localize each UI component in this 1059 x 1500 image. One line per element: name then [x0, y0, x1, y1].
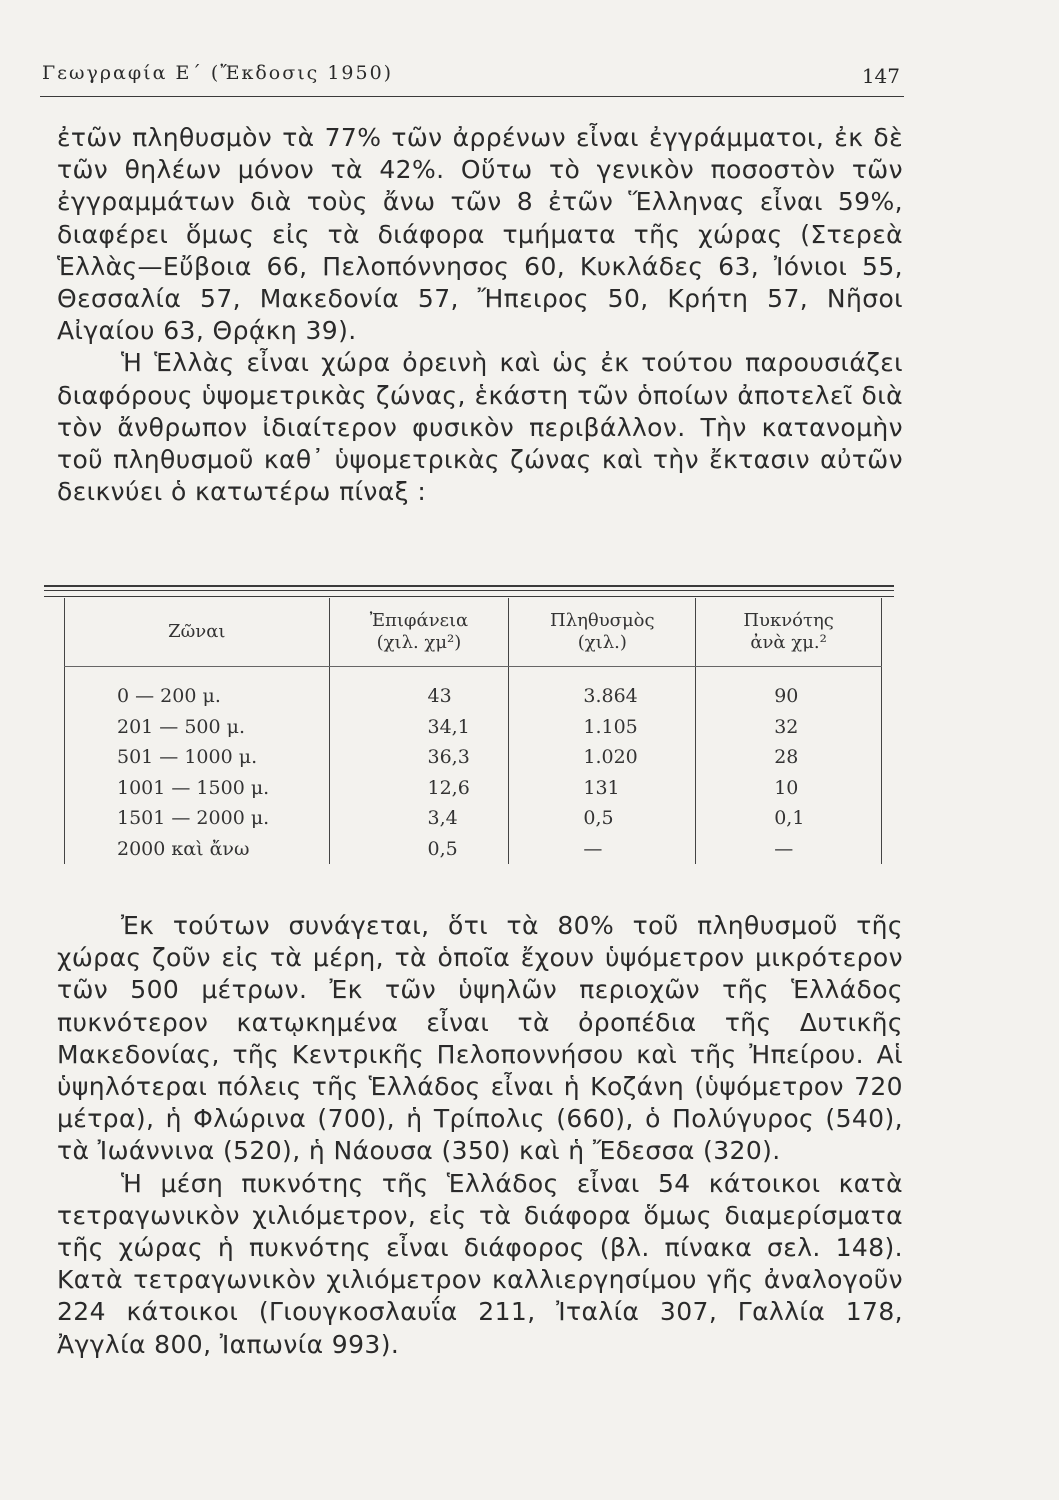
cell-area: 34,1 — [329, 712, 509, 743]
cell-population: 0,5 — [509, 803, 696, 834]
col-header-density: Πυκνότης ἀνὰ χμ.² — [696, 598, 882, 667]
cell-density: 28 — [696, 742, 882, 773]
table-top-rule-thin — [44, 596, 894, 597]
paragraph-population-density: Ἡ μέση πυκνότης τῆς Ἑλλάδος εἶναι 54 κάτοικοι κατὰ τετραγωνικὸν χιλιόμετρον, εἰς τὰ διάφορα ὅμως διαμερίσματα τῆς χώρας ἡ πυκνότης εἶναι διάφορος (βλ. πίνακα σελ. 148). Κατὰ τετραγωνικὸν χιλιόμετρον καλλιεργησίμου γῆς ἀναλογοῦν 224 κάτοικοι (Γιουγκοσλαυΐα 211, Ἰταλία 307, Γαλλία 178, Ἀγγλία 800, Ἰαπωνία 993). — [57, 1168, 903, 1359]
cell-zone: 1501 — 2000 μ. — [65, 803, 330, 834]
text-block-top — [57, 122, 903, 508]
paragraph-altitude-zones: Ἡ Ἑλλὰς εἶναι χώρα ὀρεινὴ καὶ ὡς ἐκ τούτου παρουσιάζει διαφόρους ὑψομετρικὰς ζώνας, ἑκάστη τῶν ὁποίων ἀποτελεῖ διὰ τὸν ἄνθρωπον ἰδιαίτερον φυσικὸν περιβάλλον. Τὴν κατανομὴν τοῦ πληθυσμοῦ καθ᾽ ὑψομετρικὰς ζώνας καὶ τὴν ἔκτασιν αὐτῶν δεικνύει ὁ κατωτέρω πίναξ : — [57, 348, 903, 507]
running-title: Γεωγραφία Ε΄ (Ἔκδοσις 1950) — [42, 62, 394, 84]
cell-zone: 501 — 1000 μ. — [65, 742, 330, 773]
table-top-rule — [44, 585, 894, 587]
paragraph-population-distribution: Ἐκ τούτων συνάγεται, ὅτι τὰ 80% τοῦ πληθυσμοῦ τῆς χώρας ζοῦν εἰς τὰ μέρη, τὰ ὁποῖα ἔχουν ὑψόμετρον μικρότερον τῶν 500 μέτρων. Ἐκ τῶν ὑψηλῶν περιοχῶν τῆς Ἑλλάδος πυκνότερον κατῳκημένα εἶναι τὰ ὀροπέδια τῆς Δυτικῆς Μακεδονίας, τῆς Κεντρικῆς Πελοποννήσου καὶ τῆς Ἠπείρου. Αἱ ὑψηλότεραι πόλεις τῆς Ἑλλάδος εἶναι ἡ Κοζάνη (ὑψόμετρον 720 μέτρα), ἡ Φλώρινα (700), ἡ Τρίπολις (660), ὁ Πολύγυρος (540), τὰ Ἰωάννινα (520), ἡ Νάουσα (350) καὶ ἡ Ἔδεσσα (320). — [57, 911, 903, 1166]
table-row — [65, 712, 882, 743]
cell-zone: 1001 — 1500 μ. — [65, 773, 330, 804]
table-row — [65, 742, 882, 773]
col-header-population: Πληθυσμὸς (χιλ.) — [509, 598, 696, 667]
table-row — [65, 834, 882, 865]
page-number: 147 — [861, 64, 900, 88]
cell-population: — — [509, 834, 696, 865]
cell-area: 3,4 — [329, 803, 509, 834]
cell-population: 131 — [509, 773, 696, 804]
cell-density: 10 — [696, 773, 882, 804]
cell-area: 36,3 — [329, 742, 509, 773]
table-row — [65, 803, 882, 834]
running-header — [40, 62, 904, 97]
table-row — [65, 667, 882, 712]
cell-density: 32 — [696, 712, 882, 743]
cell-population: 1.020 — [509, 742, 696, 773]
col-header-area: Ἐπιφάνεια (χιλ. χμ²) — [329, 598, 509, 667]
cell-zone: 201 — 500 μ. — [65, 712, 330, 743]
cell-density: 0,1 — [696, 803, 882, 834]
cell-area: 43 — [329, 667, 509, 712]
cell-population: 1.105 — [509, 712, 696, 743]
paragraph-literacy: ἐτῶν πληθυσμὸν τὰ 77% τῶν ἀρρένων εἶναι ἐγγράμματοι, ἐκ δὲ τῶν θηλέων μόνον τὰ 42%. Οὕτω τὸ γενικὸν ποσοστὸν τῶν ἐγγραμμάτων διὰ τοὺς ἄνω τῶν 8 ἐτῶν Ἕλληνας εἶναι 59%, διαφέρει ὅμως εἰς τὰ διάφορα τμήματα τῆς χώρας (Στερεὰ Ἑλλὰς—Εὔβοια 66, Πελοπόννησος 60, Κυκλάδες 63, Ἰόνιοι 55, Θεσσαλία 57, Μακεδονία 57, Ἤπειρος 50, Κρήτη 57, Νῆσοι Αἰγαίου 63, Θρᾴκη 39). — [57, 123, 903, 346]
cell-density: — — [696, 834, 882, 865]
text-block-bottom — [57, 910, 903, 1361]
cell-population: 3.864 — [509, 667, 696, 712]
cell-zone: 2000 καὶ ἄνω — [65, 834, 330, 865]
cell-density: 90 — [696, 667, 882, 712]
table-header-row — [65, 598, 882, 667]
table-row — [65, 773, 882, 804]
cell-area: 0,5 — [329, 834, 509, 865]
altitude-zones-table — [64, 598, 882, 864]
cell-area: 12,6 — [329, 773, 509, 804]
table-top-rule-thin — [44, 590, 894, 591]
col-header-zones: Ζῶναι — [65, 598, 330, 667]
cell-zone: 0 — 200 μ. — [65, 667, 330, 712]
